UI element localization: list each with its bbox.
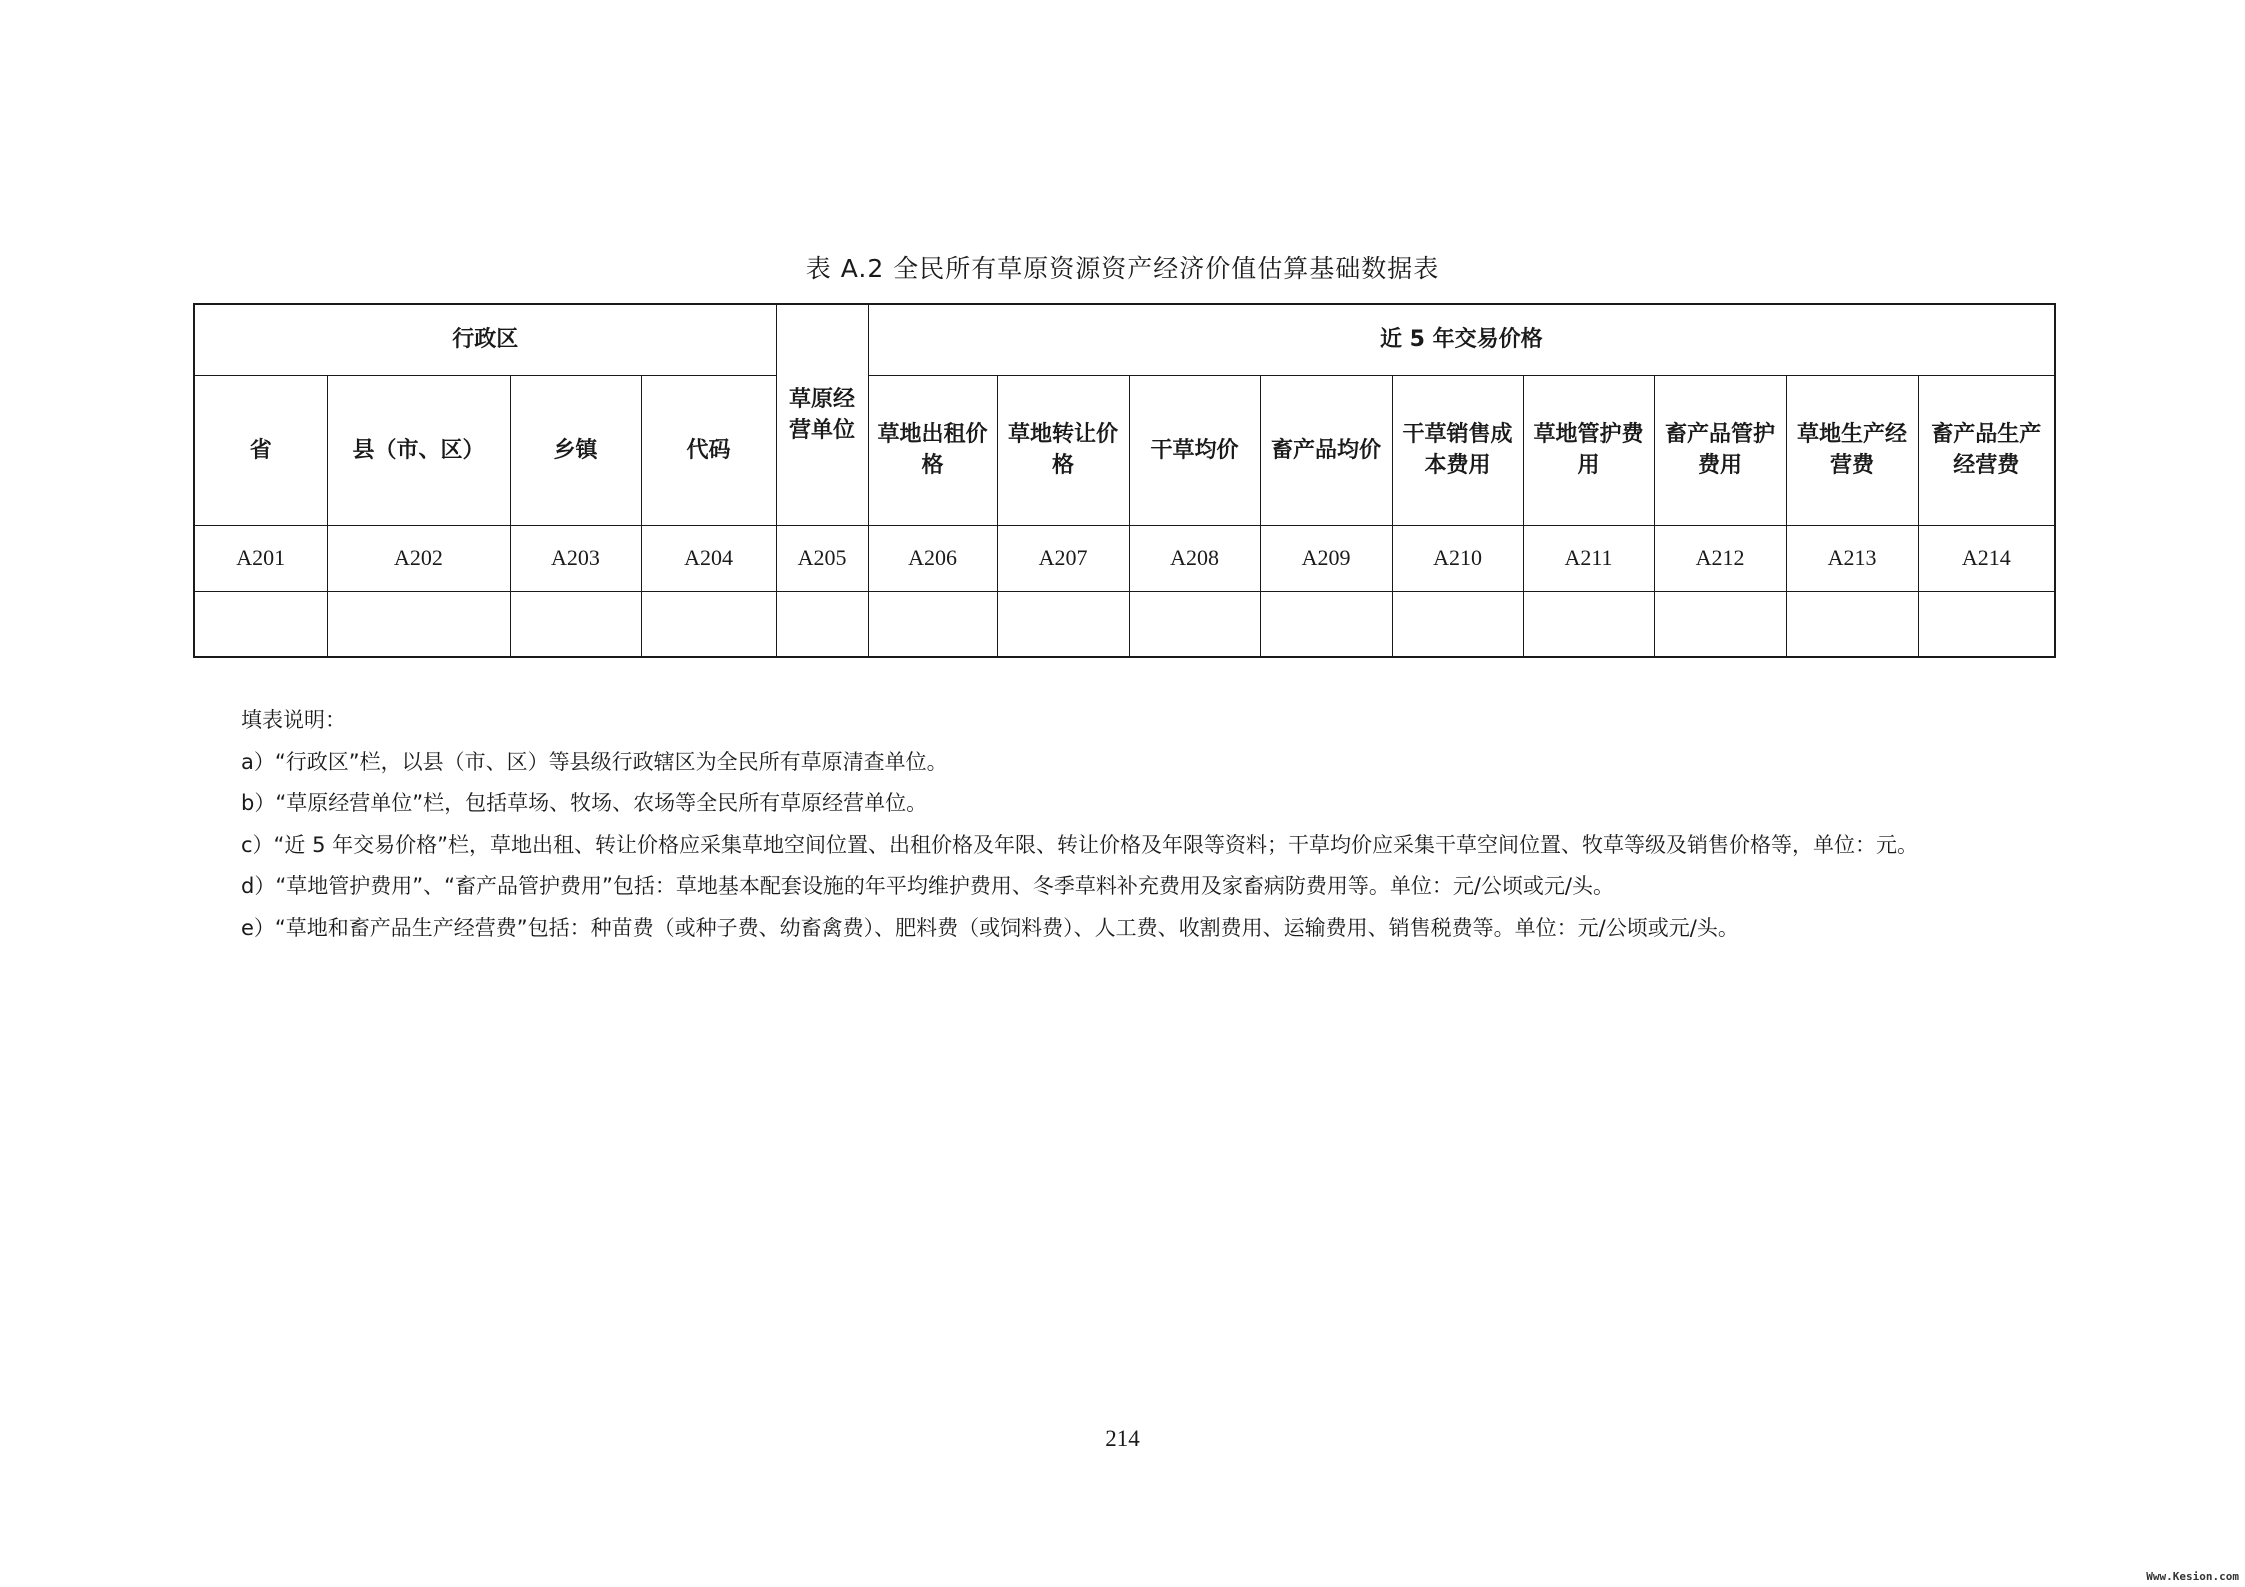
code-cell: A210 <box>1392 525 1523 591</box>
header-township: 乡镇 <box>510 375 641 525</box>
note-item: a）“行政区”栏，以县（市、区）等县级行政辖区为全民所有草原清查单位。 <box>241 749 948 774</box>
note-item: b）“草原经营单位”栏，包括草场、牧场、农场等全民所有草原经营单位。 <box>241 791 928 815</box>
empty-cell <box>327 591 510 657</box>
empty-cell <box>1129 591 1260 657</box>
code-cell: A207 <box>997 525 1129 591</box>
watermark: Www.Kesion.com <box>2146 1570 2239 1583</box>
header-admin-region: 行政区 <box>194 304 776 375</box>
code-cell: A208 <box>1129 525 1260 591</box>
header-province: 省 <box>194 375 327 525</box>
code-cell: A206 <box>868 525 997 591</box>
table-column-header-row <box>194 375 2055 525</box>
header-grassland-maintenance-cost: 草地管护费用 <box>1523 375 1654 525</box>
code-cell: A211 <box>1523 525 1654 591</box>
empty-cell <box>194 591 327 657</box>
data-table <box>193 303 2056 658</box>
empty-cell <box>1918 591 2055 657</box>
empty-cell <box>1392 591 1523 657</box>
empty-cell <box>641 591 776 657</box>
notes-heading: 填表说明： <box>241 708 346 732</box>
header-code: 代码 <box>641 375 776 525</box>
page-number: 214 <box>1105 1426 1140 1451</box>
header-hay-avg-price: 干草均价 <box>1129 375 1260 525</box>
empty-cell <box>1260 591 1392 657</box>
header-livestock-operating-cost: 畜产品生产经营费 <box>1918 375 2055 525</box>
empty-cell <box>776 591 868 657</box>
empty-cell <box>1654 591 1786 657</box>
header-county: 县（市、区） <box>327 375 510 525</box>
empty-cell <box>510 591 641 657</box>
header-grassland-operator: 草原经营单位 <box>776 304 868 525</box>
note-item: e）“草地和畜产品生产经营费”包括：种苗费（或种子费、幼畜禽费）、肥料费（或饲料费）、人工费、收割费用、运输费用、销售税费等。单位：元/公顷或元/头。 <box>241 915 1739 940</box>
code-cell: A205 <box>776 525 868 591</box>
table-title: 表 A.2 全民所有草原资源资产经济价值估算基础数据表 <box>805 254 1440 283</box>
code-cell: A203 <box>510 525 641 591</box>
header-hay-sales-cost: 干草销售成本费用 <box>1392 375 1523 525</box>
code-cell: A201 <box>194 525 327 591</box>
note-item: d）“草地管护费用”、“畜产品管护费用”包括：草地基本配套设施的年平均维护费用、冬季草料补充费用及家畜病防费用等。单位：元/公顷或元/头。 <box>241 874 1614 898</box>
header-livestock-avg-price: 畜产品均价 <box>1260 375 1392 525</box>
header-grassland-operating-cost: 草地生产经营费 <box>1786 375 1918 525</box>
empty-cell <box>868 591 997 657</box>
code-cell: A202 <box>327 525 510 591</box>
filling-instructions <box>193 700 2054 949</box>
empty-cell <box>1523 591 1654 657</box>
table-group-header-row <box>194 304 2055 375</box>
header-transfer-price: 草地转让价格 <box>997 375 1129 525</box>
code-cell: A212 <box>1654 525 1786 591</box>
code-cell: A213 <box>1786 525 1918 591</box>
header-rent-price: 草地出租价格 <box>868 375 997 525</box>
empty-cell <box>1786 591 1918 657</box>
table-code-row <box>194 525 2055 591</box>
header-livestock-maintenance-cost: 畜产品管护费用 <box>1654 375 1786 525</box>
code-cell: A214 <box>1918 525 2055 591</box>
note-item: c）“近 5 年交易价格”栏，草地出租、转让价格应采集草地空间位置、出租价格及年限、转让价格及年限等资料；干草均价应采集干草空间位置、牧草等级及销售价格等，单位：元。 <box>241 832 1919 857</box>
empty-cell <box>997 591 1129 657</box>
header-recent-prices: 近 5 年交易价格 <box>868 304 2055 375</box>
code-cell: A209 <box>1260 525 1392 591</box>
code-cell: A204 <box>641 525 776 591</box>
table-empty-row <box>194 591 2055 657</box>
